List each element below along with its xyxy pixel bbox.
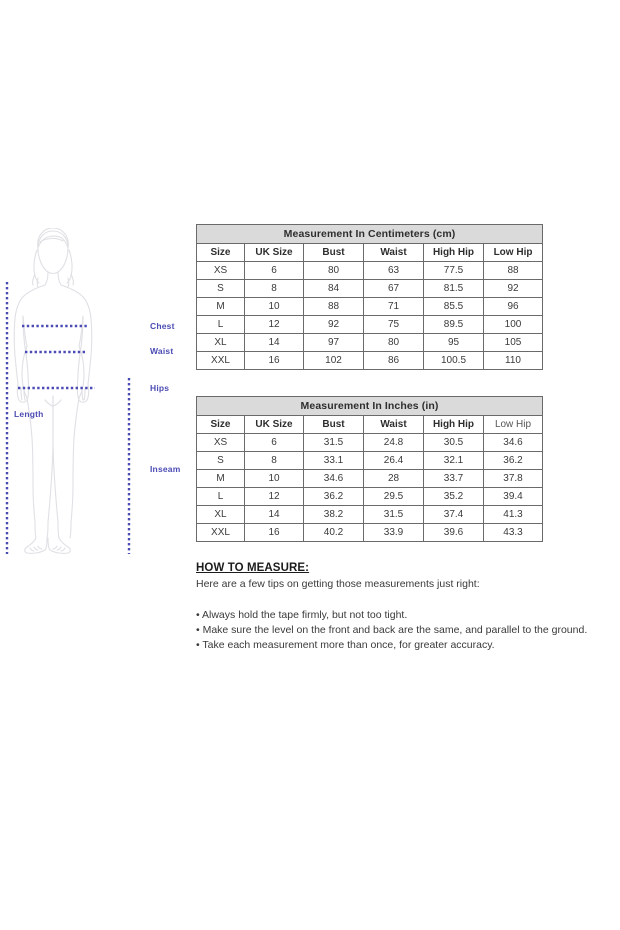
cell-uk-size: 8 [245,280,304,298]
cell-low-hip: 100 [484,316,543,334]
cell-bust: 36.2 [304,488,364,506]
cell-bust: 80 [304,262,364,280]
cell-uk-size: 12 [245,488,304,506]
cell-bust: 40.2 [304,524,364,542]
table-row [197,316,543,334]
column-header-uk-size: UK Size [245,244,304,262]
column-header-bust: Bust [304,244,364,262]
table-row [197,334,543,352]
table-title: Measurement In Inches (in) [197,397,543,416]
column-header-low-hip: Low Hip [484,244,543,262]
cell-high-hip: 89.5 [424,316,484,334]
cell-high-hip: 77.5 [424,262,484,280]
cell-high-hip: 35.2 [424,488,484,506]
chest-label: Chest [150,321,175,331]
cell-low-hip: 34.6 [484,434,543,452]
cell-high-hip: 30.5 [424,434,484,452]
cell-waist: 71 [364,298,424,316]
cell-size: XS [197,434,245,452]
cell-high-hip: 81.5 [424,280,484,298]
how-to-measure-intro: Here are a few tips on getting those measurements just right: [196,578,480,590]
cell-uk-size: 16 [245,352,304,370]
cell-uk-size: 8 [245,452,304,470]
table-row [197,434,543,452]
cell-low-hip: 36.2 [484,452,543,470]
cell-bust: 97 [304,334,364,352]
cell-size: XS [197,262,245,280]
cell-bust: 33.1 [304,452,364,470]
cell-uk-size: 14 [245,334,304,352]
cell-low-hip: 41.3 [484,506,543,524]
list-item: • Make sure the level on the front and back are the same, and parallel to the ground. [196,624,588,636]
table-row [197,488,543,506]
cell-low-hip: 105 [484,334,543,352]
table-row [197,524,543,542]
table-row [197,452,543,470]
cell-waist: 67 [364,280,424,298]
body-figure-diagram [0,228,196,568]
cell-uk-size: 6 [245,262,304,280]
cell-size: XL [197,334,245,352]
cell-bust: 84 [304,280,364,298]
measurement-table-centimeters [196,224,543,370]
cell-waist: 31.5 [364,506,424,524]
column-header-size: Size [197,416,245,434]
cell-waist: 63 [364,262,424,280]
cell-high-hip: 85.5 [424,298,484,316]
table-title: Measurement In Centimeters (cm) [197,225,543,244]
column-header-waist: Waist [364,244,424,262]
table-header-row [197,244,543,262]
how-to-measure-title: HOW TO MEASURE: [196,562,310,574]
cell-high-hip: 32.1 [424,452,484,470]
column-header-size: Size [197,244,245,262]
cell-high-hip: 33.7 [424,470,484,488]
table-title-row [197,397,543,416]
cell-size: M [197,298,245,316]
cell-size: XXL [197,352,245,370]
cell-waist: 80 [364,334,424,352]
inseam-label: Inseam [150,464,181,474]
cell-bust: 92 [304,316,364,334]
cell-uk-size: 14 [245,506,304,524]
column-header-bust: Bust [304,416,364,434]
how-to-measure-section [196,562,596,653]
cell-size: S [197,280,245,298]
cell-low-hip: 43.3 [484,524,543,542]
table-row [197,470,543,488]
cell-bust: 102 [304,352,364,370]
column-header-low-hip: Low Hip [484,416,543,434]
cell-uk-size: 10 [245,298,304,316]
cell-uk-size: 16 [245,524,304,542]
cell-bust: 88 [304,298,364,316]
cell-low-hip: 39.4 [484,488,543,506]
cell-waist: 86 [364,352,424,370]
cell-high-hip: 95 [424,334,484,352]
cell-waist: 29.5 [364,488,424,506]
cell-bust: 34.6 [304,470,364,488]
cell-waist: 28 [364,470,424,488]
cell-size: M [197,470,245,488]
cell-low-hip: 88 [484,262,543,280]
table-row [197,506,543,524]
how-to-measure-tips [196,608,596,653]
table-row [197,298,543,316]
length-label: Length [14,409,44,419]
hips-label: Hips [150,383,170,393]
cell-size: L [197,316,245,334]
cell-bust: 31.5 [304,434,364,452]
list-item: • Always hold the tape firmly, but not too tight. [196,609,408,621]
cell-waist: 24.8 [364,434,424,452]
measurement-table-inches [196,396,543,542]
cell-low-hip: 110 [484,352,543,370]
cell-high-hip: 37.4 [424,506,484,524]
cell-low-hip: 96 [484,298,543,316]
table-row [197,352,543,370]
table-row [197,262,543,280]
cell-high-hip: 100.5 [424,352,484,370]
waist-label: Waist [150,346,174,356]
cell-uk-size: 6 [245,434,304,452]
column-header-waist: Waist [364,416,424,434]
female-body-silhouette-icon [0,228,196,568]
cell-size: XXL [197,524,245,542]
cell-uk-size: 10 [245,470,304,488]
cell-size: L [197,488,245,506]
cell-size: XL [197,506,245,524]
cell-uk-size: 12 [245,316,304,334]
column-header-uk-size: UK Size [245,416,304,434]
table-row [197,280,543,298]
cell-waist: 33.9 [364,524,424,542]
cell-low-hip: 92 [484,280,543,298]
cell-high-hip: 39.6 [424,524,484,542]
cell-size: S [197,452,245,470]
column-header-high-hip: High Hip [424,416,484,434]
table-header-row [197,416,543,434]
list-item: • Take each measurement more than once, for greater accuracy. [196,639,495,651]
column-header-high-hip: High Hip [424,244,484,262]
cell-bust: 38.2 [304,506,364,524]
table-title-row [197,225,543,244]
cell-waist: 26.4 [364,452,424,470]
cell-low-hip: 37.8 [484,470,543,488]
cell-waist: 75 [364,316,424,334]
